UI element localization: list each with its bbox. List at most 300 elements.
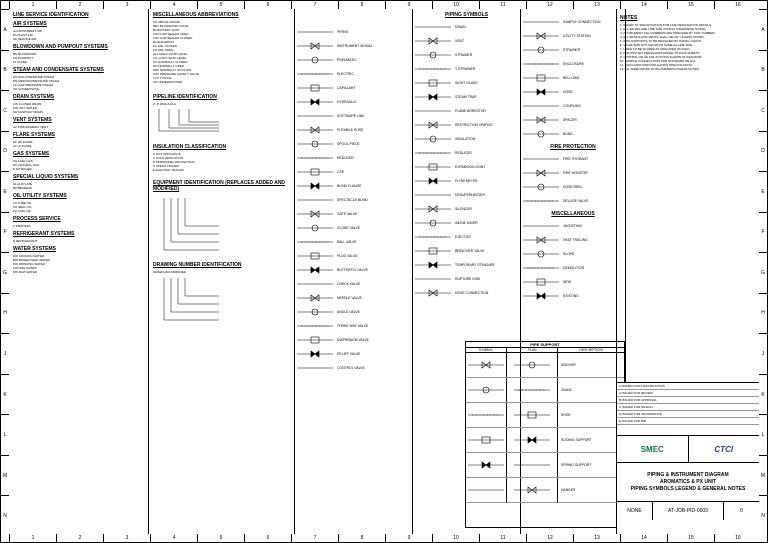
zone-number: 5 bbox=[197, 534, 244, 542]
symbol-cell bbox=[521, 59, 561, 69]
abbrev-row: NNF NORMALLY NO FLOW bbox=[153, 68, 192, 72]
symbol-cell bbox=[295, 223, 335, 233]
support-plan bbox=[507, 378, 558, 402]
support-plan bbox=[507, 478, 558, 502]
service-row: N NITROGEN bbox=[13, 167, 32, 171]
section-rows bbox=[9, 125, 148, 129]
piping-symbols-title: PIPING SYMBOLS bbox=[444, 12, 489, 18]
symbol-cell bbox=[295, 125, 335, 135]
symbol-label: CAP bbox=[337, 170, 344, 174]
fire-protection-title: FIRE PROTECTION bbox=[550, 144, 596, 150]
line-symbol-row bbox=[295, 39, 412, 53]
symbol-cell bbox=[295, 251, 335, 261]
symbol-cell bbox=[521, 115, 561, 125]
zone-number: 7 bbox=[291, 1, 338, 9]
zone-letter: G bbox=[759, 252, 767, 293]
symbol-label: SPOOL PIECE bbox=[337, 142, 360, 146]
symbol-glyph bbox=[521, 17, 561, 27]
support-symbol bbox=[466, 403, 507, 427]
notes-title: NOTES bbox=[620, 15, 638, 21]
symbol-cell bbox=[295, 349, 335, 359]
symbol-label: ELECTRIC bbox=[337, 72, 354, 76]
service-row: SO SEAL OIL bbox=[13, 205, 32, 209]
line-symbol-row bbox=[295, 67, 412, 81]
symbol-label: SOFTWARE LINK bbox=[337, 114, 365, 118]
symbol-glyph bbox=[295, 237, 335, 247]
service-row: CW COOLING WATER bbox=[13, 254, 44, 258]
section-title: PROCESS SERVICE bbox=[13, 216, 61, 222]
symbol-label: BUTTERFLY VALVE bbox=[337, 268, 368, 272]
symbol-label: SILENCER bbox=[455, 207, 472, 211]
symbol-glyph bbox=[413, 162, 453, 172]
symbol-glyph bbox=[512, 410, 552, 420]
service-row: RW RAW WATER bbox=[13, 270, 37, 274]
zone-numbers-bottom bbox=[9, 534, 761, 542]
line-symbol-row bbox=[295, 305, 412, 319]
zone-number: 10 bbox=[432, 534, 479, 542]
miscellaneous-title: MISCELLANEOUS bbox=[551, 211, 595, 217]
symbol-label: Y-STRAINER bbox=[455, 67, 476, 71]
title-block-footer bbox=[617, 502, 759, 520]
symbol-glyph bbox=[521, 101, 561, 111]
zone-number: 2 bbox=[56, 534, 103, 542]
symbol-glyph bbox=[413, 50, 453, 60]
pipeline-example: 2"-P-1001-A1A-H bbox=[153, 102, 177, 106]
line-symbol-row bbox=[295, 123, 412, 137]
service-row: BD BLOWDOWN bbox=[13, 52, 37, 56]
zone-letter: F bbox=[759, 212, 767, 253]
symbol-label: INSULATION bbox=[455, 137, 476, 141]
symbol-label: BALL VALVE bbox=[337, 240, 357, 244]
zone-number: 2 bbox=[56, 1, 103, 9]
symbol-label: THREE WAY VALVE bbox=[337, 324, 369, 328]
abbrev-row: FC FAIL CLOSED bbox=[153, 44, 178, 48]
symbol-label: SIGHT GLASS bbox=[455, 81, 478, 85]
line-symbol-row bbox=[295, 277, 412, 291]
symbol-label: FIRE MONITOR bbox=[563, 171, 588, 175]
symbol-cell bbox=[413, 190, 453, 200]
zone-letter: M bbox=[1, 455, 9, 496]
service-row: LF LP FLARE bbox=[13, 144, 32, 148]
symbol-cell bbox=[521, 182, 561, 192]
service-row: FO FUEL OIL bbox=[13, 209, 32, 213]
symbol-glyph bbox=[295, 307, 335, 317]
zone-letter: M bbox=[759, 455, 767, 496]
zone-letter: K bbox=[759, 374, 767, 415]
zone-number: 7 bbox=[291, 534, 338, 542]
symbol-cell bbox=[295, 293, 335, 303]
zone-numbers-top bbox=[9, 1, 761, 9]
note-item: 11. INSULATION PER INSULATION SPECIFICATION. bbox=[620, 63, 693, 67]
symbol-label: PIPING bbox=[337, 30, 349, 34]
symbol-glyph bbox=[413, 232, 453, 242]
service-row: AV ATMOSPHERIC VENT bbox=[13, 125, 49, 129]
support-plan bbox=[507, 403, 558, 427]
service-row: R REFRIGERANT bbox=[13, 239, 38, 243]
misc-symbol-row bbox=[521, 15, 625, 29]
zone-number: 13 bbox=[573, 1, 620, 9]
line-symbol-row bbox=[295, 333, 412, 347]
zone-number: 9 bbox=[385, 534, 432, 542]
symbol-glyph bbox=[413, 204, 453, 214]
abbrev-row: LLL LOW LIQUID LEVEL bbox=[153, 56, 187, 60]
insulation-row: H HOT INSULATION bbox=[153, 152, 181, 156]
insulation-row: S STEAM TRACED bbox=[153, 164, 180, 168]
symbol-label: HOSE REEL bbox=[563, 185, 583, 189]
symbol-glyph bbox=[295, 181, 335, 191]
line-service-column bbox=[9, 9, 149, 534]
symbol-glyph bbox=[521, 291, 561, 301]
symbol-label: DRAIN bbox=[455, 25, 466, 29]
symbol-cell bbox=[413, 204, 453, 214]
note-item: 6. VALVE SIZE NOT SHOWN IS SAME AS LINE SIZE. bbox=[620, 43, 694, 47]
symbol-cell bbox=[413, 274, 453, 284]
symbol-glyph bbox=[521, 221, 561, 231]
zone-letters-right bbox=[759, 9, 767, 536]
abbrev-row: EL ELEVATION bbox=[153, 40, 174, 44]
zone-number: 11 bbox=[479, 1, 526, 9]
symbol-glyph bbox=[413, 148, 453, 158]
pipe-support-col-plan: PLAN bbox=[507, 348, 558, 352]
symbol-label: VENT bbox=[455, 39, 465, 43]
abbrev-row: NC NORMALLY CLOSED bbox=[153, 60, 188, 64]
line-symbol-row bbox=[295, 347, 412, 361]
symbol-glyph bbox=[413, 120, 453, 130]
service-row: PA PLANT AIR bbox=[13, 33, 33, 37]
support-description: HANGER bbox=[561, 488, 576, 492]
support-symbol bbox=[466, 453, 507, 477]
service-row: IA INSTRUMENT AIR bbox=[13, 29, 42, 33]
symbol-cell bbox=[413, 36, 453, 46]
symbol-label: SPACER bbox=[563, 118, 577, 122]
symbol-cell bbox=[295, 111, 335, 121]
symbol-cell bbox=[521, 221, 561, 231]
fire-symbol-row bbox=[521, 152, 625, 166]
service-row: CD CONDENSATE bbox=[13, 87, 39, 91]
symbol-glyph bbox=[466, 385, 506, 395]
support-plan bbox=[507, 428, 558, 452]
note-item: 5. PIPE SUPPORTS TO BE DESIGNED BY PIPING GROUP. bbox=[620, 39, 702, 43]
zone-letter: C bbox=[759, 90, 767, 131]
pipe-support-row bbox=[466, 478, 624, 503]
notes-list bbox=[620, 23, 756, 71]
symbol-label: SPECTACLE BLIND bbox=[337, 198, 368, 202]
revision-row: D ISSUED FOR INFORMATION bbox=[617, 411, 759, 418]
line-symbol-row bbox=[295, 291, 412, 305]
symbol-cell bbox=[521, 277, 561, 287]
symbol-glyph bbox=[295, 41, 335, 51]
section-title: AIR SYSTEMS bbox=[13, 21, 47, 27]
symbol-cell bbox=[295, 139, 335, 149]
symbol-glyph bbox=[413, 274, 453, 284]
symbol-glyph bbox=[466, 485, 506, 495]
symbol-glyph bbox=[413, 176, 453, 186]
zone-letter: J bbox=[759, 333, 767, 374]
support-plan bbox=[507, 453, 558, 477]
service-row: HS HIGH PRESSURE STEAM bbox=[13, 75, 55, 79]
symbol-label: CHECK VALVE bbox=[337, 282, 361, 286]
symbol-cell bbox=[413, 288, 453, 298]
symbol-glyph bbox=[413, 22, 453, 32]
symbol-cell bbox=[295, 181, 335, 191]
symbol-glyph bbox=[521, 263, 561, 273]
symbol-label: ENCLOSURE bbox=[563, 62, 585, 66]
pipe-support-row bbox=[466, 428, 624, 453]
symbol-cell bbox=[295, 55, 335, 65]
zone-letter: F bbox=[1, 212, 9, 253]
zone-letter: C bbox=[1, 90, 9, 131]
symbol-cell bbox=[413, 78, 453, 88]
piping-symbol-row bbox=[413, 90, 520, 104]
line-symbol-row bbox=[295, 235, 412, 249]
section-title: OIL UTILITY SYSTEMS bbox=[13, 193, 67, 199]
symbol-cell bbox=[413, 218, 453, 228]
line-symbol-row bbox=[295, 319, 412, 333]
line-symbol-row bbox=[295, 95, 412, 109]
symbol-label: EXISTING bbox=[563, 294, 579, 298]
symbol-glyph bbox=[521, 182, 561, 192]
symbol-cell bbox=[295, 237, 335, 247]
symbol-glyph bbox=[413, 260, 453, 270]
symbol-label: RUPTURE DISK bbox=[455, 277, 481, 281]
symbol-cell bbox=[295, 195, 335, 205]
misc-symbol-row bbox=[521, 57, 625, 71]
misc-item-row bbox=[521, 289, 625, 303]
zone-number: 8 bbox=[338, 534, 385, 542]
symbol-glyph bbox=[295, 335, 335, 345]
zone-number: 13 bbox=[573, 534, 620, 542]
symbol-cell bbox=[413, 64, 453, 74]
symbol-glyph bbox=[295, 293, 335, 303]
symbol-glyph bbox=[413, 288, 453, 298]
symbol-cell bbox=[413, 50, 453, 60]
service-row: DW DRINKING WATER bbox=[13, 262, 45, 266]
pipe-support-rows bbox=[466, 353, 624, 503]
symbol-label: BLIND FLANGE bbox=[337, 184, 362, 188]
zone-number: 15 bbox=[667, 534, 714, 542]
support-description: GUIDE bbox=[561, 388, 572, 392]
symbol-label: STRAINER bbox=[563, 48, 581, 52]
zone-letter: H bbox=[759, 293, 767, 334]
line-symbol-row bbox=[295, 25, 412, 39]
pipe-support-row bbox=[466, 353, 624, 378]
symbol-label: REDUCER bbox=[337, 156, 354, 160]
symbol-glyph bbox=[295, 125, 335, 135]
symbol-glyph bbox=[512, 485, 552, 495]
symbol-glyph bbox=[521, 168, 561, 178]
insulation-row: P PERSONNEL PROTECTION bbox=[153, 160, 195, 164]
line-service-sections bbox=[9, 21, 148, 274]
insulation-list bbox=[149, 152, 294, 172]
symbol-cell bbox=[295, 83, 335, 93]
symbol-cell bbox=[521, 45, 561, 55]
abbrev-row: CSO CAR SEALED OPEN bbox=[153, 32, 189, 36]
symbol-cell bbox=[521, 196, 561, 206]
symbol-glyph bbox=[295, 223, 335, 233]
revision-row: 0 ISSUED FOR CONSTRUCTION bbox=[617, 383, 759, 390]
section-rows bbox=[9, 201, 148, 213]
symbol-glyph bbox=[295, 97, 335, 107]
revision-table bbox=[617, 383, 759, 436]
symbol-label: SLOPE bbox=[563, 252, 575, 256]
insulation-row: E ELECTRIC TRACED bbox=[153, 168, 184, 172]
note-item: 7. LINES TO BE SLOPED AS INDICATED ON P&ID. bbox=[620, 47, 691, 51]
symbol-glyph bbox=[466, 435, 506, 445]
symbol-label: EJECTOR bbox=[455, 235, 471, 239]
symbol-glyph bbox=[295, 69, 335, 79]
line-symbol-row bbox=[295, 193, 412, 207]
misc-symbol-row bbox=[521, 85, 625, 99]
insulation-row: C COLD INSULATION bbox=[153, 156, 183, 160]
support-symbol bbox=[466, 353, 507, 377]
symbol-label: DELUGE VALVE bbox=[563, 199, 589, 203]
symbol-label: RESTRICTION ORIFICE bbox=[455, 123, 493, 127]
drawing-title-line-2: AROMATICS & PX UNIT bbox=[659, 478, 717, 485]
symbol-cell bbox=[295, 27, 335, 37]
zone-number: 6 bbox=[244, 1, 291, 9]
pipe-support-row bbox=[466, 378, 624, 403]
service-row: MS MEDIUM PRESSURE STEAM bbox=[13, 79, 60, 83]
piping-symbols-list bbox=[413, 20, 520, 300]
support-description: SPRING SUPPORT bbox=[561, 463, 592, 467]
symbol-glyph bbox=[413, 218, 453, 228]
symbol-label: FLEXIBLE HOSE bbox=[337, 128, 364, 132]
piping-symbol-row bbox=[413, 202, 520, 216]
symbol-cell bbox=[413, 120, 453, 130]
line-symbol-row bbox=[295, 81, 412, 95]
pipeline-id-diagram bbox=[149, 106, 289, 136]
symbol-label: GATE VALVE bbox=[337, 212, 358, 216]
note-item: 4. ALL DRAINS AND VENTS SHALL BE 3/4" UNLESS NOTED. bbox=[620, 35, 705, 39]
title-block bbox=[616, 382, 759, 534]
piping-symbol-row bbox=[413, 244, 520, 258]
zone-letter: E bbox=[759, 171, 767, 212]
symbol-label: FIRE HYDRANT bbox=[563, 157, 589, 161]
symbol-cell bbox=[295, 265, 335, 275]
equipment-id-diagram bbox=[149, 194, 289, 254]
symbol-glyph bbox=[521, 31, 561, 41]
pipe-support-row bbox=[466, 453, 624, 478]
piping-symbol-row bbox=[413, 20, 520, 34]
note-item: 3. INSTRUMENT TAG NUMBERS ARE PREFIXED BY UNIT NUMBER. bbox=[620, 31, 716, 35]
misc-symbol-row bbox=[521, 127, 625, 141]
zone-number: 5 bbox=[197, 1, 244, 9]
zone-letter: B bbox=[1, 50, 9, 91]
symbol-cell bbox=[413, 134, 453, 144]
misc-item-row bbox=[521, 275, 625, 289]
symbol-cell bbox=[521, 17, 561, 27]
symbol-glyph bbox=[512, 385, 552, 395]
symbol-label: INLINE MIXER bbox=[455, 221, 478, 225]
line-symbol-row bbox=[295, 207, 412, 221]
symbol-cell bbox=[295, 69, 335, 79]
abbrev-row: NO NORMALLY OPEN bbox=[153, 64, 184, 68]
zone-number: 11 bbox=[479, 534, 526, 542]
zone-letter: D bbox=[1, 131, 9, 172]
section-rows bbox=[9, 29, 148, 41]
drawing-number-sub: ADDED AND MODIFIED bbox=[153, 270, 187, 274]
equipment-id-title: EQUIPMENT IDENTIFICATION (REPLACES ADDED AND MODIFIED) bbox=[153, 180, 286, 192]
piping-symbol-row bbox=[413, 188, 520, 202]
symbol-cell bbox=[413, 22, 453, 32]
piping-symbol-row bbox=[413, 48, 520, 62]
pipe-support-panel bbox=[465, 341, 625, 528]
drawing-number-title: DRAWING NUMBER IDENTIFICATION bbox=[153, 262, 242, 268]
note-item: 9. CONTROL VALVE FAIL ACTIONS SHOWN ON DIAGRAM. bbox=[620, 55, 703, 59]
symbol-glyph bbox=[295, 83, 335, 93]
symbol-glyph bbox=[295, 209, 335, 219]
misc-symbols-list bbox=[521, 15, 625, 141]
symbol-cell bbox=[413, 246, 453, 256]
service-row: FL FLARE bbox=[13, 60, 27, 64]
support-description: ANCHOR bbox=[561, 363, 576, 367]
symbol-glyph bbox=[521, 45, 561, 55]
misc-symbol-row bbox=[521, 29, 625, 43]
note-item: 12. ALL DIMENSIONS IN MILLIMETERS UNLESS NOTED. bbox=[620, 67, 700, 71]
pipe-support-col-symbol: SYMBOL bbox=[466, 348, 507, 352]
symbol-label: RELIEF VALVE bbox=[337, 352, 361, 356]
symbol-glyph bbox=[413, 134, 453, 144]
misc-item-row bbox=[521, 247, 625, 261]
abbreviations-column bbox=[149, 9, 295, 534]
misc-symbol-row bbox=[521, 71, 625, 85]
symbol-label: HYDRAULIC bbox=[337, 100, 357, 104]
zone-letter: L bbox=[759, 414, 767, 455]
zone-number: 12 bbox=[526, 1, 573, 9]
zone-number: 1 bbox=[9, 534, 56, 542]
symbol-glyph bbox=[295, 321, 335, 331]
piping-symbol-row bbox=[413, 104, 520, 118]
revision-row: B ISSUED FOR APPROVAL bbox=[617, 397, 759, 404]
abbrev-row: AG ABOVE GRADE bbox=[153, 20, 180, 24]
abbrev-row: HLL HIGH LIQUID LEVEL bbox=[153, 52, 188, 56]
zone-letter: N bbox=[1, 495, 9, 536]
zone-letters-left bbox=[1, 9, 9, 536]
symbol-label: STEAM TRAP bbox=[455, 95, 477, 99]
symbol-cell bbox=[295, 41, 335, 51]
note-item: 10. SAMPLE CONNECTIONS PER STANDARD DETAIL. bbox=[620, 59, 697, 63]
symbol-label: FLOW METER bbox=[455, 179, 478, 183]
symbol-cell bbox=[521, 31, 561, 41]
section-title: GAS SYSTEMS bbox=[13, 151, 50, 157]
abbrev-row: PSV PRESSURE SAFETY VALVE bbox=[153, 72, 199, 76]
zone-letter: K bbox=[1, 374, 9, 415]
revision-row: C ISSUED FOR DESIGN bbox=[617, 404, 759, 411]
note-item: 2. ALL VALVES ARE LINE SIZE UNLESS OTHERWISE NOTED. bbox=[620, 27, 707, 31]
symbol-glyph bbox=[295, 153, 335, 163]
line-symbol-row bbox=[295, 263, 412, 277]
revision-number: 0 bbox=[740, 508, 743, 514]
symbol-glyph bbox=[295, 251, 335, 261]
symbol-glyph bbox=[521, 87, 561, 97]
section-title: FLARE SYSTEMS bbox=[13, 132, 55, 138]
fire-symbol-row bbox=[521, 180, 625, 194]
symbol-glyph bbox=[521, 154, 561, 164]
symbol-glyph bbox=[295, 111, 335, 121]
symbol-glyph bbox=[512, 435, 552, 445]
support-symbol bbox=[466, 428, 507, 452]
zone-letter: B bbox=[759, 50, 767, 91]
symbol-label: DIAPHRAGM VALVE bbox=[337, 338, 369, 342]
service-row: P PROCESS bbox=[13, 224, 31, 228]
symbol-label: DESUPERHEATER bbox=[455, 193, 485, 197]
symbol-label: REDUCER bbox=[455, 151, 472, 155]
symbol-cell bbox=[521, 154, 561, 164]
service-row: SD SANITARY DRAIN bbox=[13, 110, 43, 114]
symbol-cell bbox=[521, 249, 561, 259]
section-title: WATER SYSTEMS bbox=[13, 246, 56, 252]
piping-symbol-row bbox=[413, 132, 520, 146]
